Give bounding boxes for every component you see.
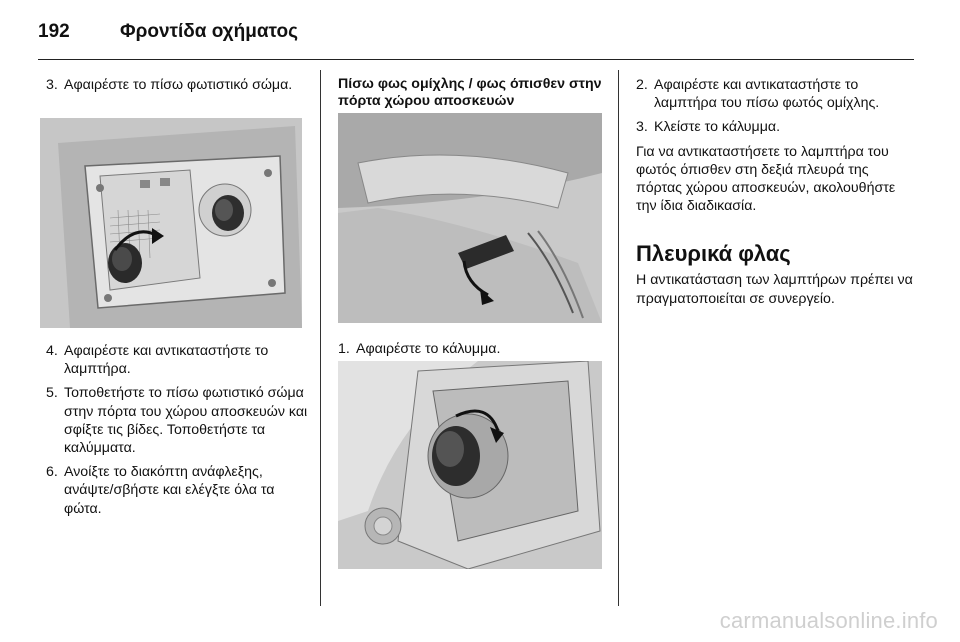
page-title: Φροντίδα οχήματος [120, 21, 298, 42]
step-number: 3. [636, 119, 648, 136]
step-5 [46, 384, 308, 457]
fog-light-heading: Πίσω φως ομίχλης / φως όπισθεν στην πόρτα χώρου αποσκευών [338, 76, 602, 109]
step-number: 3. [46, 77, 58, 93]
side-indicator-heading: Πλευρικά φλας [636, 241, 791, 267]
column-1 [46, 76, 308, 100]
column-2 [338, 76, 606, 110]
page-header [38, 12, 298, 52]
watermark: carmanualsonline.info [719, 608, 938, 633]
step-number: 6. [46, 464, 58, 481]
step-number: 1. [338, 341, 350, 357]
step-6 [46, 463, 308, 518]
side-indicator-text: Η αντικατάσταση των λαμπτήρων πρέπει να πραγματοποιείται σε συνεργείο. [636, 272, 913, 307]
tailgate-cover-illustration [338, 113, 602, 323]
step-number: 5. [46, 385, 58, 402]
step-1 [338, 340, 606, 358]
step-text: Κλείστε το κάλυμμα. [654, 119, 781, 136]
column-1-steps [46, 342, 308, 524]
reverse-light-paragraph: Για να αντικαταστήσετε το λαμπτήρα του φωτός όπισθεν στη δεξιά πλευρά της πόρτας χώρου αποσκευών, ακολουθήστε την ίδια διαδικασία. [636, 143, 896, 215]
step-number: 2. [636, 77, 648, 93]
column-divider-1 [320, 70, 321, 606]
fog-lamp-bulb-illustration [338, 361, 602, 569]
step-text: Τοποθετήστε το πίσω φωτιστικό σώμα στην πόρτα του χώρου αποσκευών και σφίξτε τις βίδες. Τοποθετήστε τα καλύμματα. [64, 385, 308, 457]
column-divider-2 [618, 70, 619, 606]
step-text: Αφαιρέστε το πίσω φωτιστικό σώμα. [64, 77, 293, 93]
column-3 [636, 76, 916, 308]
step-text: Αφαιρέστε και αντικαταστήστε το λαμπτήρα του πίσω φωτός ομίχλης. [654, 77, 880, 112]
tail-lamp-removal-illustration [40, 118, 302, 328]
header-divider [38, 59, 914, 60]
step-text: Αφαιρέστε και αντικαταστήστε το λαμπτήρα. [64, 343, 269, 378]
step-2 [636, 76, 916, 112]
step-3 [46, 76, 308, 94]
step-number: 4. [46, 343, 58, 359]
step-text: Αφαιρέστε το κάλυμμα. [356, 341, 501, 357]
page-number: 192 [38, 21, 70, 42]
step-4 [46, 342, 308, 378]
step-3 [636, 118, 916, 136]
step-text: Ανοίξτε το διακόπτη ανάφλεξης, ανάψτε/σβήστε και ελέγξτε όλα τα φώτα. [64, 464, 275, 517]
